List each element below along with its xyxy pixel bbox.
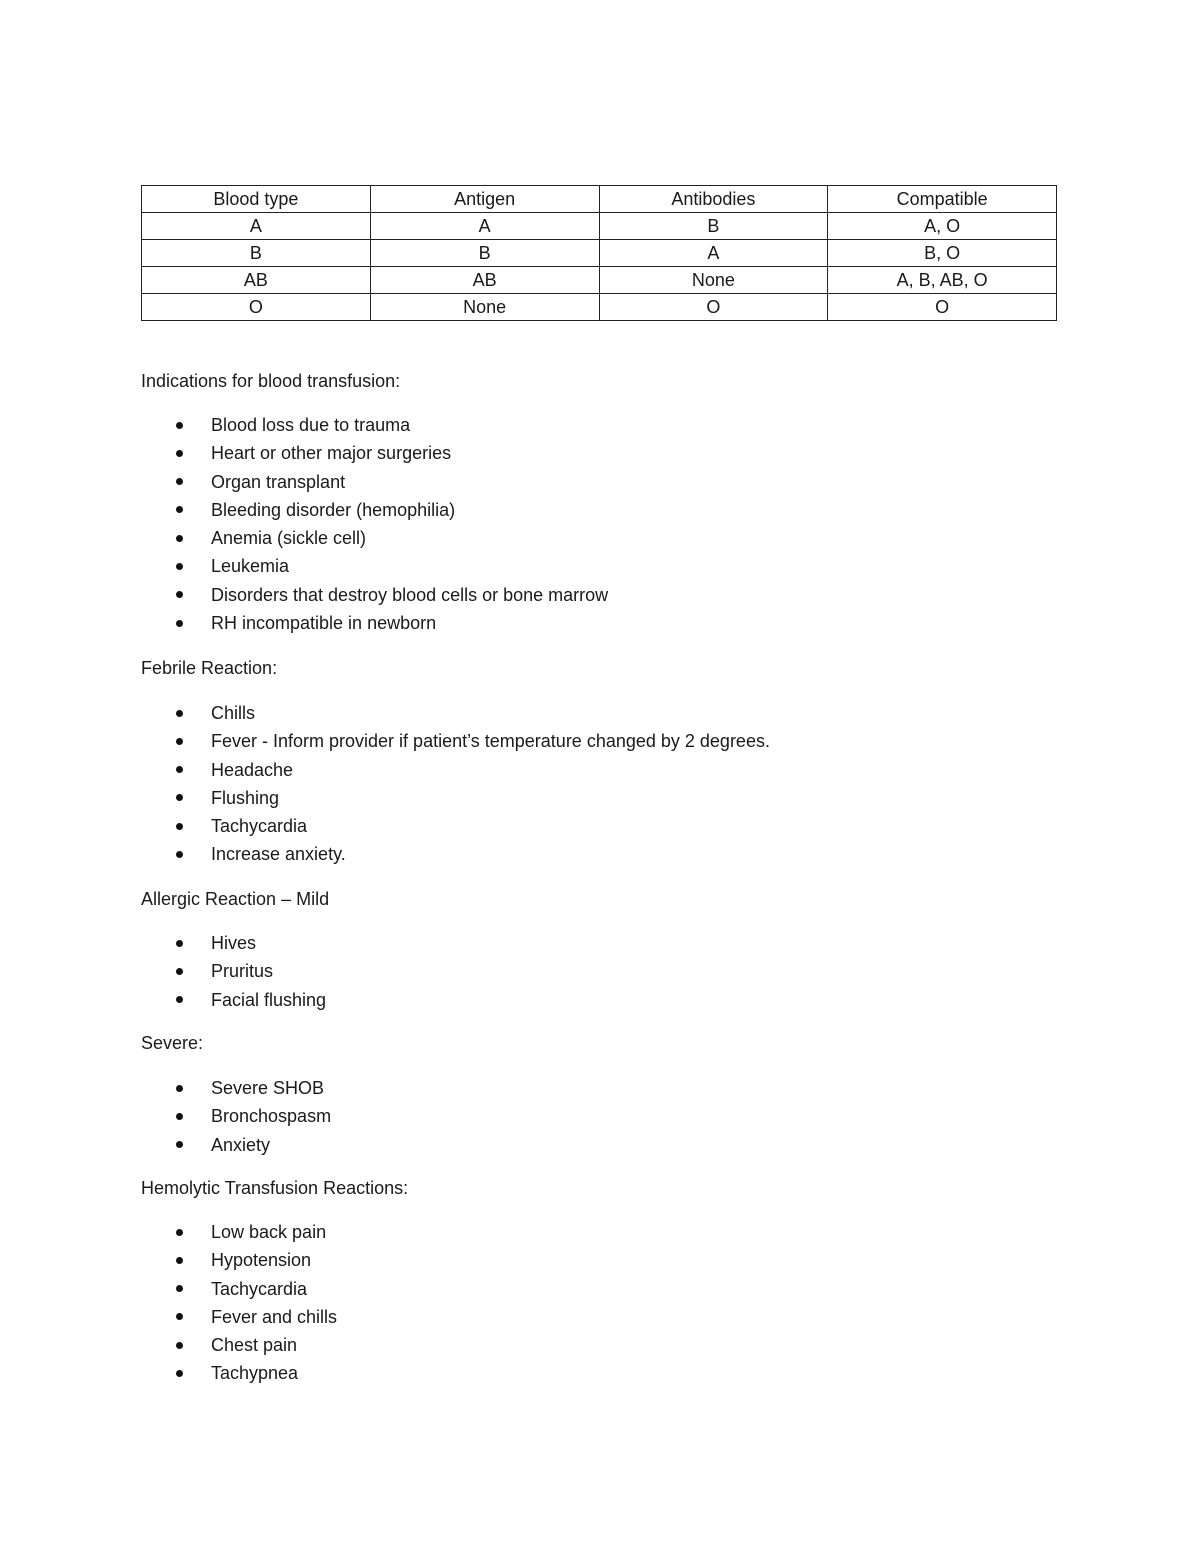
list-item-text: Blood loss due to trauma — [211, 415, 411, 435]
list-item-text: Hives — [211, 933, 257, 953]
bullet-icon — [176, 996, 183, 1003]
list-item — [141, 929, 326, 957]
list-item-text: Pruritus — [211, 961, 274, 982]
bullet-icon — [176, 422, 183, 429]
table-header-cell: Antigen — [370, 186, 599, 213]
table-cell: AB — [142, 267, 371, 294]
bullet-icon — [176, 450, 183, 457]
table-cell: A — [599, 240, 828, 267]
list-item — [141, 727, 770, 755]
table-cell: None — [370, 294, 599, 321]
list-item — [141, 1131, 331, 1159]
bullet-icon — [176, 1257, 183, 1264]
table-cell: A — [370, 213, 599, 240]
list-item-text: Tachypnea — [211, 1363, 299, 1384]
list-allergic-mild — [141, 929, 326, 1014]
blood-type-table — [141, 185, 1057, 321]
list-item — [141, 552, 608, 580]
table-cell: A, B, AB, O — [828, 267, 1057, 294]
bullet-icon — [176, 1285, 183, 1292]
list-item — [141, 1074, 331, 1102]
list-item — [141, 1246, 337, 1274]
table-cell: B, O — [828, 240, 1057, 267]
bullet-icon — [176, 535, 183, 542]
list-item-text: Increase anxiety. — [211, 844, 346, 865]
list-item-text: Headache — [211, 759, 294, 780]
bullet-icon — [176, 1141, 183, 1148]
table-header-cell: Blood type — [142, 186, 371, 213]
table-header-row — [142, 186, 1057, 213]
list-item — [141, 1275, 337, 1303]
table-cell: O — [142, 294, 371, 321]
list-item — [141, 1102, 331, 1130]
list-item-text: Low back pain — [211, 1222, 327, 1242]
list-item-text: Chills — [211, 703, 256, 723]
table-row — [142, 294, 1057, 321]
list-item — [141, 1359, 337, 1387]
list-item — [141, 609, 608, 637]
list-item — [141, 524, 608, 552]
bullet-icon — [176, 710, 183, 717]
table-cell: None — [599, 267, 828, 294]
list-item-text: Organ transplant — [211, 471, 346, 492]
list-item — [141, 840, 770, 868]
list-item-text: Hypotension — [211, 1250, 312, 1271]
bullet-icon — [176, 1342, 183, 1349]
list-item-text: RH incompatible in newborn — [211, 613, 437, 634]
list-item — [141, 812, 770, 840]
list-item — [141, 986, 326, 1014]
bullet-icon — [176, 1313, 183, 1320]
table-cell: B — [599, 213, 828, 240]
list-item-text: Chest pain — [211, 1335, 298, 1356]
table-header-cell: Compatible — [828, 186, 1057, 213]
table-cell: O — [828, 294, 1057, 321]
bullet-icon — [176, 738, 183, 745]
bullet-icon — [176, 591, 183, 598]
table-cell: B — [142, 240, 371, 267]
list-item-text: Tachycardia — [211, 816, 308, 837]
bullet-icon — [176, 1229, 183, 1236]
list-item-text: Facial flushing — [211, 989, 327, 1010]
bullet-icon — [176, 620, 183, 627]
list-item — [141, 496, 608, 524]
list-item-text: Severe SHOB — [211, 1078, 325, 1098]
list-item — [141, 756, 770, 784]
list-item-text: Flushing — [211, 787, 280, 808]
list-item — [141, 439, 608, 467]
bullet-icon — [176, 1370, 183, 1377]
list-item-text: Fever and chills — [211, 1306, 338, 1327]
list-severe — [141, 1074, 331, 1159]
list-item — [141, 468, 608, 496]
list-indications — [141, 411, 608, 637]
list-item — [141, 957, 326, 985]
list-item — [141, 581, 608, 609]
bullet-icon — [176, 940, 183, 947]
list-item-text: Bronchospasm — [211, 1106, 332, 1127]
list-item — [141, 784, 770, 812]
bullet-icon — [176, 794, 183, 801]
list-item-text: Heart or other major surgeries — [211, 443, 452, 464]
list-item-text: Tachycardia — [211, 1278, 308, 1299]
table-row — [142, 213, 1057, 240]
list-item-text: Anxiety — [211, 1134, 271, 1155]
list-item-text: Leukemia — [211, 556, 290, 577]
table-cell: AB — [370, 267, 599, 294]
table-cell: A — [142, 213, 371, 240]
table-cell: B — [370, 240, 599, 267]
bullet-icon — [176, 506, 183, 513]
list-item — [141, 1218, 337, 1246]
list-item-text: Bleeding disorder (hemophilia) — [211, 499, 456, 520]
list-item-text: Fever - Inform provider if patient’s temperature changed by 2 degrees. — [211, 731, 770, 752]
bullet-icon — [176, 1113, 183, 1120]
section-heading-febrile: Febrile Reaction: — [141, 658, 278, 678]
table-row — [142, 240, 1057, 267]
list-item — [141, 1303, 337, 1331]
section-heading-hemolytic: Hemolytic Transfusion Reactions: — [141, 1178, 409, 1198]
table-row — [142, 267, 1057, 294]
section-heading-indications: Indications for blood transfusion: — [141, 371, 401, 391]
list-item — [141, 411, 608, 439]
section-heading-allergic-mild: Allergic Reaction – Mild — [141, 889, 330, 909]
table-cell: A, O — [828, 213, 1057, 240]
bullet-icon — [176, 1085, 183, 1092]
list-item-text: Anemia (sickle cell) — [211, 528, 367, 549]
bullet-icon — [176, 766, 183, 773]
bullet-icon — [176, 563, 183, 570]
bullet-icon — [176, 823, 183, 830]
list-hemolytic — [141, 1218, 337, 1388]
bullet-icon — [176, 968, 183, 975]
table-header-cell: Antibodies — [599, 186, 828, 213]
list-item — [141, 1331, 337, 1359]
list-item — [141, 699, 770, 727]
bullet-icon — [176, 478, 183, 485]
section-heading-severe: Severe: — [141, 1033, 204, 1053]
bullet-icon — [176, 851, 183, 858]
table-cell: O — [599, 294, 828, 321]
list-febrile — [141, 699, 770, 869]
list-item-text: Disorders that destroy blood cells or bone marrow — [211, 584, 609, 605]
